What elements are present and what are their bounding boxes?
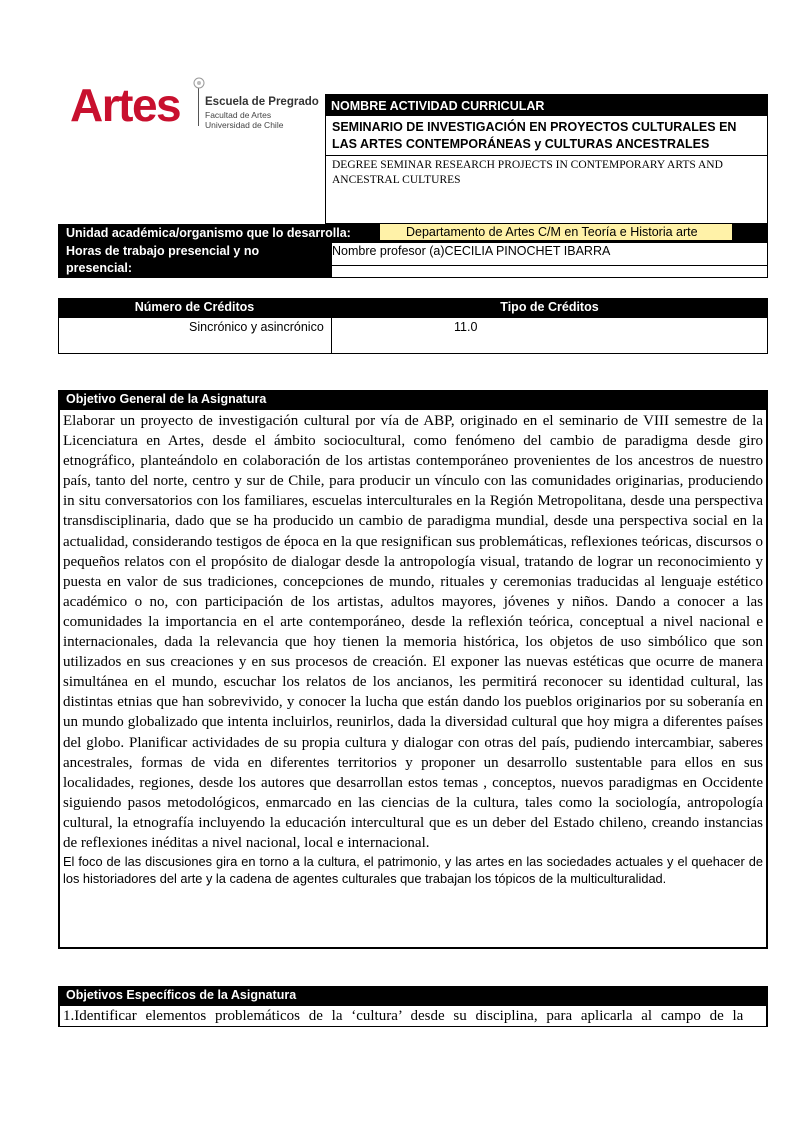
logo — [70, 76, 320, 136]
course-title-en-box — [325, 155, 768, 224]
logo-wordmark — [70, 79, 181, 131]
specific-objectives-header: Objetivos Específicos de la Asignatura — [58, 986, 768, 1005]
general-objective-header: Objetivo General de la Asignatura — [58, 390, 768, 409]
hours-empty-box — [331, 265, 768, 278]
credits-count-value: Sincrónico y asincrónico — [189, 320, 324, 334]
course-title-es: SEMINARIO DE INVESTIGACIÓN EN PROYECTOS CULTURALES EN LAS ARTES CONTEMPORÁNEAS y CULTURAS ANCESTRALES — [332, 120, 737, 151]
logo-university: Universidad de Chile — [205, 120, 284, 130]
credits-type-value: 11.0 — [454, 320, 478, 334]
general-objective-paragraph-2: El foco de las discusiones gira en torno a la cultura, el patrimonio, y las artes en las sociedades actuales y el quehacer de los historiadores del arte y la cadena de agentes culturales que trabajan los tópicos de la multiculturalidad. — [63, 854, 763, 887]
professor-box — [331, 242, 768, 266]
hours-label: Horas de trabajo presencial y no presencial: — [58, 242, 331, 278]
credits-header-row — [58, 298, 768, 317]
specific-objectives-box — [58, 1005, 768, 1027]
general-objective-box — [58, 409, 768, 949]
credits-count-cell — [59, 318, 332, 353]
credits-type-header: Tipo de Créditos — [500, 300, 599, 314]
specific-objective-item-1: 1.Identificar elementos problemáticos de la ‘cultura’ desde su disciplina, para aplicarla al campo de la — [63, 1008, 744, 1024]
logo-faculty: Facultad de Artes — [205, 110, 272, 120]
university-seal-icon — [192, 76, 206, 90]
credits-value-row — [58, 317, 768, 354]
logo-school: Escuela de Pregrado — [205, 96, 319, 108]
general-objective-paragraph-1: Elaborar un proyecto de investigación cultural por vía de ABP, originado en el seminario de VIII semestre de la Licenciatura en Artes, desde el ámbito sociocultural, como fenómeno del cambio de paradigma desde giro etnográfico, planteándolo en colaboración de los artistas contemporáneo provenientes de los ancestros de nuestro país, tanto del norte, centro y sur de Chile, para producir un vínculo con las comunidades originarias, produciendo in situ conversatorios con los familiares, escuelas interculturales en la Región Metropolitana, desde una perspectiva transdisciplinaria, dado que se ha producido un cambio de paradigma mundial, desde una perspectiva social en la actualidad, considerando testigos de época en la que resignifican sus problemáticas, reflexiones teóricas, discursos o pequeños relatos con el propósito de dialogar desde la antropología visual, tratando de lograr un reconocimiento y puesta en valor de sus tradiciones, concepciones de mundo, rituales y ceremonias traducidas al lenguaje estético académico o no, con participación de los artistas, adultos mayores, jóvenes y niños. Dando a conocer a las comunidades la importancia en el arte contemporáneo, desde la reflexión teórica, conceptual a nivel nacional e internacionales, dada la relevancia que hoy tienen la memoria histórica, los objetos de uso simbólico que son utilizados en sus creaciones y en sus procesos de creación. El exponer las nuevas estéticas que ocurre de manera simultánea en el mundo, escuchar los relatos de los ancianos, les permitirá reconocer su identidad cultural, las distintas etnias que han sobrevivido, y conocer la lucha que están dando los pueblos originarios por su soberanía en un mundo globalizado que intenta incluirlos, reunirlos, dada la diversidad cultural que hoy migra a diferentes países del globo. Planificar actividades de su propia cultura y dialogar con otras del país, pudiendo intercambiar, saberes ancestrales, formas de vida en diferentes territorios y proponer un desarrollo sustentable para ellos en sus localidades, regiones, desde los autores que desarrollan estos temas , conceptos, nuevos paradigmas en Occidente siguiendo pasos metodológicos, enmarcado en las ciencias de la cultura, tales como la sociología, antropología cultural, la etnografía incluyendo la educación intercultural que es un deber del Estado chileno, creando instancias de reflexiones inéditas a nivel nacional, local e internacional. — [63, 413, 763, 851]
logo-wordmark-text: Artes — [70, 79, 181, 131]
course-title-en: DEGREE SEMINAR RESEARCH PROJECTS IN CONTEMPORARY ARTS AND ANCESTRAL CULTURES — [332, 159, 723, 186]
professor-name: Nombre profesor (a)CECILIA PINOCHET IBARRA — [332, 244, 611, 258]
credits-count-header: Número de Créditos — [134, 300, 255, 314]
logo-separator — [198, 88, 199, 126]
course-name-header: NOMBRE ACTIVIDAD CURRICULAR — [325, 94, 768, 116]
unit-value: Departamento de Artes C/M en Teoría e Historia arte — [380, 224, 732, 240]
course-title-box — [325, 116, 768, 156]
unit-label: Unidad académica/organismo que lo desarrolla: — [58, 224, 768, 242]
